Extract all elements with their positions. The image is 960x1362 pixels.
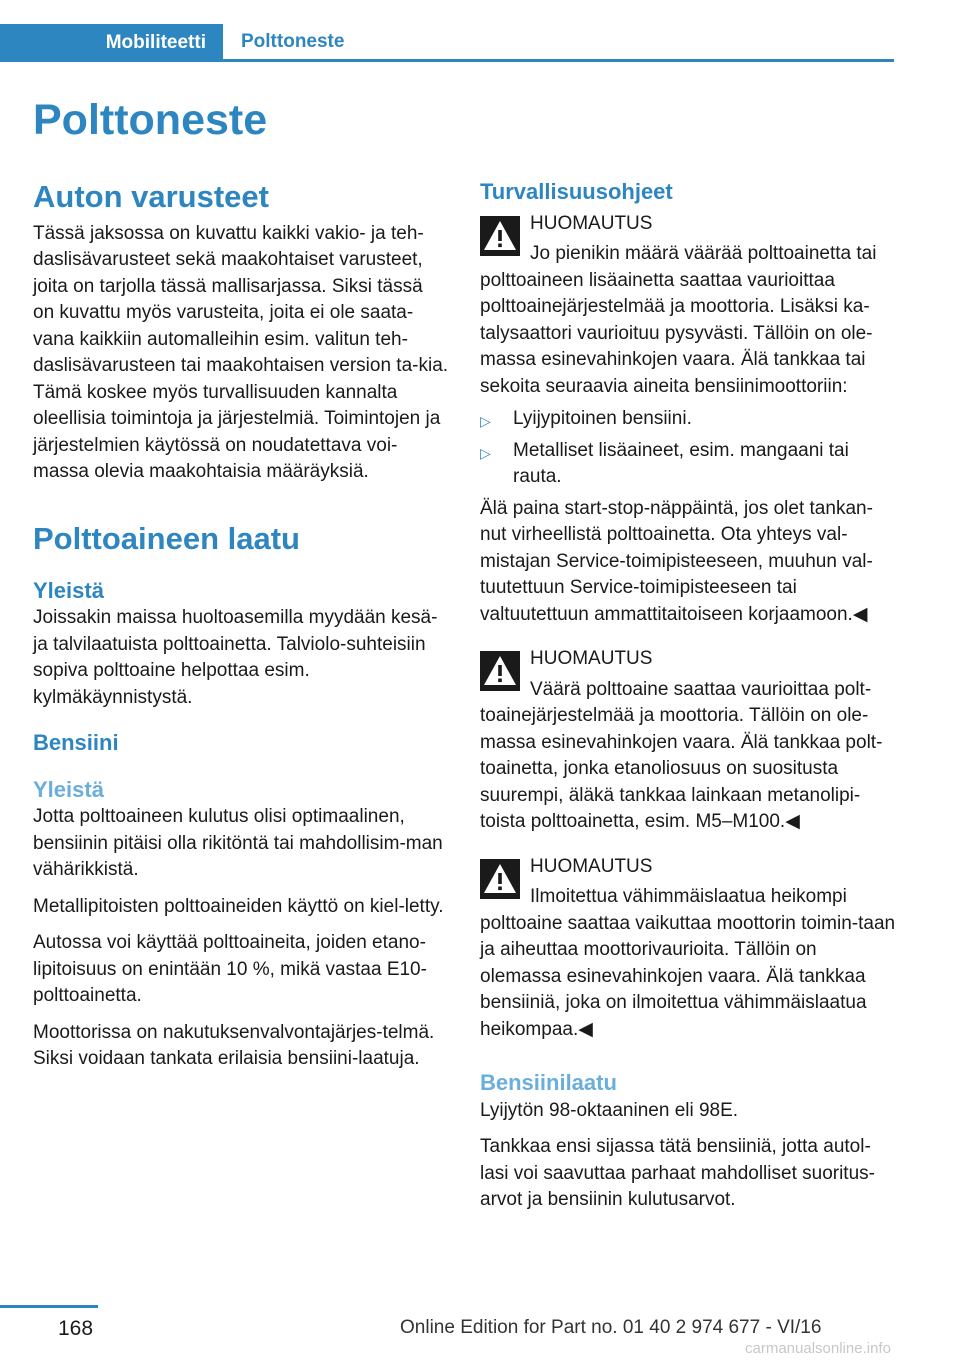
- paragraph-petrol-1: Jotta polttoaineen kulutus olisi optimaalinen, bensiinin pitäisi olla rikitöntä tai mahdollisim-man vähärikkistä.: [33, 806, 443, 881]
- list-item: ▷ Metalliset lisäaineet, esim. mangaani tai rauta.: [480, 439, 849, 488]
- warning-title: HUOMAUTUS: [530, 855, 653, 877]
- warning-text: Jo pienikin määrä väärää polttoainetta tai polttoaineen lisäainetta saattaa vaurioittaa polttoainejärjestelmää ja moottoria. Lisäksi ka-talysaattori vaurioituu pysyvästi. Tällöin on ole-massa esinevahinkojen vaara. Älä tankkaa tai sekoita seuraavia aineita bensiinimoottoriin:: [480, 243, 877, 397]
- list-item: ▷ Lyijypitoinen bensiini.: [480, 406, 896, 433]
- page-title: Polttoneste: [33, 96, 268, 144]
- left-column: [33, 178, 449, 1073]
- warning-triangle-icon: [480, 216, 520, 256]
- warning-text: Ilmoitettua vähimmäislaatua heikompi polttoaine saattaa vaikuttaa moottorin toimin-taan ja aiheuttaa moottorivaurioita. Tällöin on olemassa esinevahinkojen vaara. Älä tankkaa bensiiniä, joka on ilmoitettua vähimmäislaatua heikompaa.◀: [480, 886, 896, 1040]
- warning-title: HUOMAUTUS: [530, 212, 653, 234]
- warning-title: HUOMAUTUS: [530, 648, 653, 670]
- right-column: [480, 178, 896, 1214]
- paragraph-petrol-2: Metallipitoisten polttoaineiden käyttö on kiel-letty.: [33, 895, 444, 917]
- watermark: carmanualsonline.info: [745, 1340, 891, 1357]
- warning-triangle-icon: [480, 859, 520, 899]
- bullet-list: [480, 406, 896, 491]
- footer-rule: [0, 1305, 98, 1308]
- paragraph-quality-1: Lyijytön 98-oktaaninen eli 98E.: [480, 1099, 739, 1121]
- header-bar: [0, 24, 894, 62]
- heading-bensiinilaatu: Bensiinilaatu: [480, 1070, 617, 1096]
- triangle-bullet-icon: ▷: [480, 413, 491, 430]
- heading-bensiini: Bensiini: [33, 730, 119, 756]
- heading-auton-varusteet: Auton varusteet: [33, 179, 269, 214]
- paragraph-petrol-4: Moottorissa on nakutuksenvalvontajärjes-telmä. Siksi voidaan tankata erilaisia bensiini-laatuja.: [33, 1021, 435, 1070]
- edition-text: Online Edition for Part no. 01 40 2 974 677 - VI/16: [400, 1317, 822, 1338]
- tab-mobiliteetti[interactable]: Mobiliteetti: [0, 24, 223, 62]
- warning-text: Väärä polttoaine saattaa vaurioittaa polt-toainejärjestelmää ja moottoria. Tällöin on ole-massa esinevahinkojen vaara. Älä tankkaa polt-toainetta, jonka etanoliosuus on suositusta suurempi, äläkä tankkaa lainkaan metanolipi-toista polttoainetta, esim. M5–M100.◀: [480, 678, 883, 833]
- paragraph-after-bullets: Älä paina start-stop-näppäintä, jos olet tankan-nut virheellistä polttoainetta. Ota yhteys val-mistajan Service-toimipisteeseen, muuhun val-tuutettuun Service-toimipisteeseen tai valtuutettuun ammattitaitoiseen korjaamoon.◀: [480, 497, 873, 625]
- paragraph-quality-2: Tankkaa ensi sijassa tätä bensiiniä, jotta autol-lasi voi saavuttaa parhaat mahdolliset suoritus-arvot ja bensiinin kulutusarvot.: [480, 1136, 875, 1211]
- paragraph-equipment: Tässä jaksossa on kuvattu kaikki vakio- ja teh-daslisävarusteet sekä maakohtaiset varusteet, joita on tarjolla tässä mallisarjassa. Siksi tässä on kuvattu myös varusteita, joita ei ole saata-vana kaikkiin automalleihin esim. valitun teh-daslisävarusteen tai maakohtaisen version ta-kia. Tämä koskee myös turvallisuuden kannalta oleellisia toimintoja ja järjestelmiä. Toimintojen ja järjestelmien käytössä on noudatettava voi-massa olevia maakohtaisia määräyksiä.: [33, 222, 449, 483]
- triangle-bullet-icon: ▷: [480, 444, 491, 461]
- paragraph-petrol-3: Autossa voi käyttää polttoaineita, joiden etano-lipitoisuus on enintään 10 %, mikä vastaa E10-polttoainetta.: [33, 932, 427, 1007]
- paragraph-general: Joissakin maissa huoltoasemilla myydään kesä- ja talvilaatuista polttoainetta. Talviolo-suhteisiin sopiva polttoaine helpottaa esim. kylmäkäynnistystä.: [33, 607, 438, 708]
- heading-turvallisuusohjeet: Turvallisuusohjeet: [480, 179, 673, 204]
- page-number: 168: [58, 1317, 94, 1340]
- heading-yleista: Yleistä: [33, 577, 104, 603]
- heading-polttoaineen-laatu: Polttoaineen laatu: [33, 520, 300, 556]
- warning-block-2: [480, 646, 896, 836]
- warning-block-3: [480, 854, 896, 1044]
- tab-polttoneste[interactable]: Polttoneste: [241, 31, 345, 52]
- warning-block-1: [480, 211, 896, 401]
- heading-bensiini-yleista: Yleistä: [33, 776, 104, 802]
- warning-triangle-icon: [480, 651, 520, 691]
